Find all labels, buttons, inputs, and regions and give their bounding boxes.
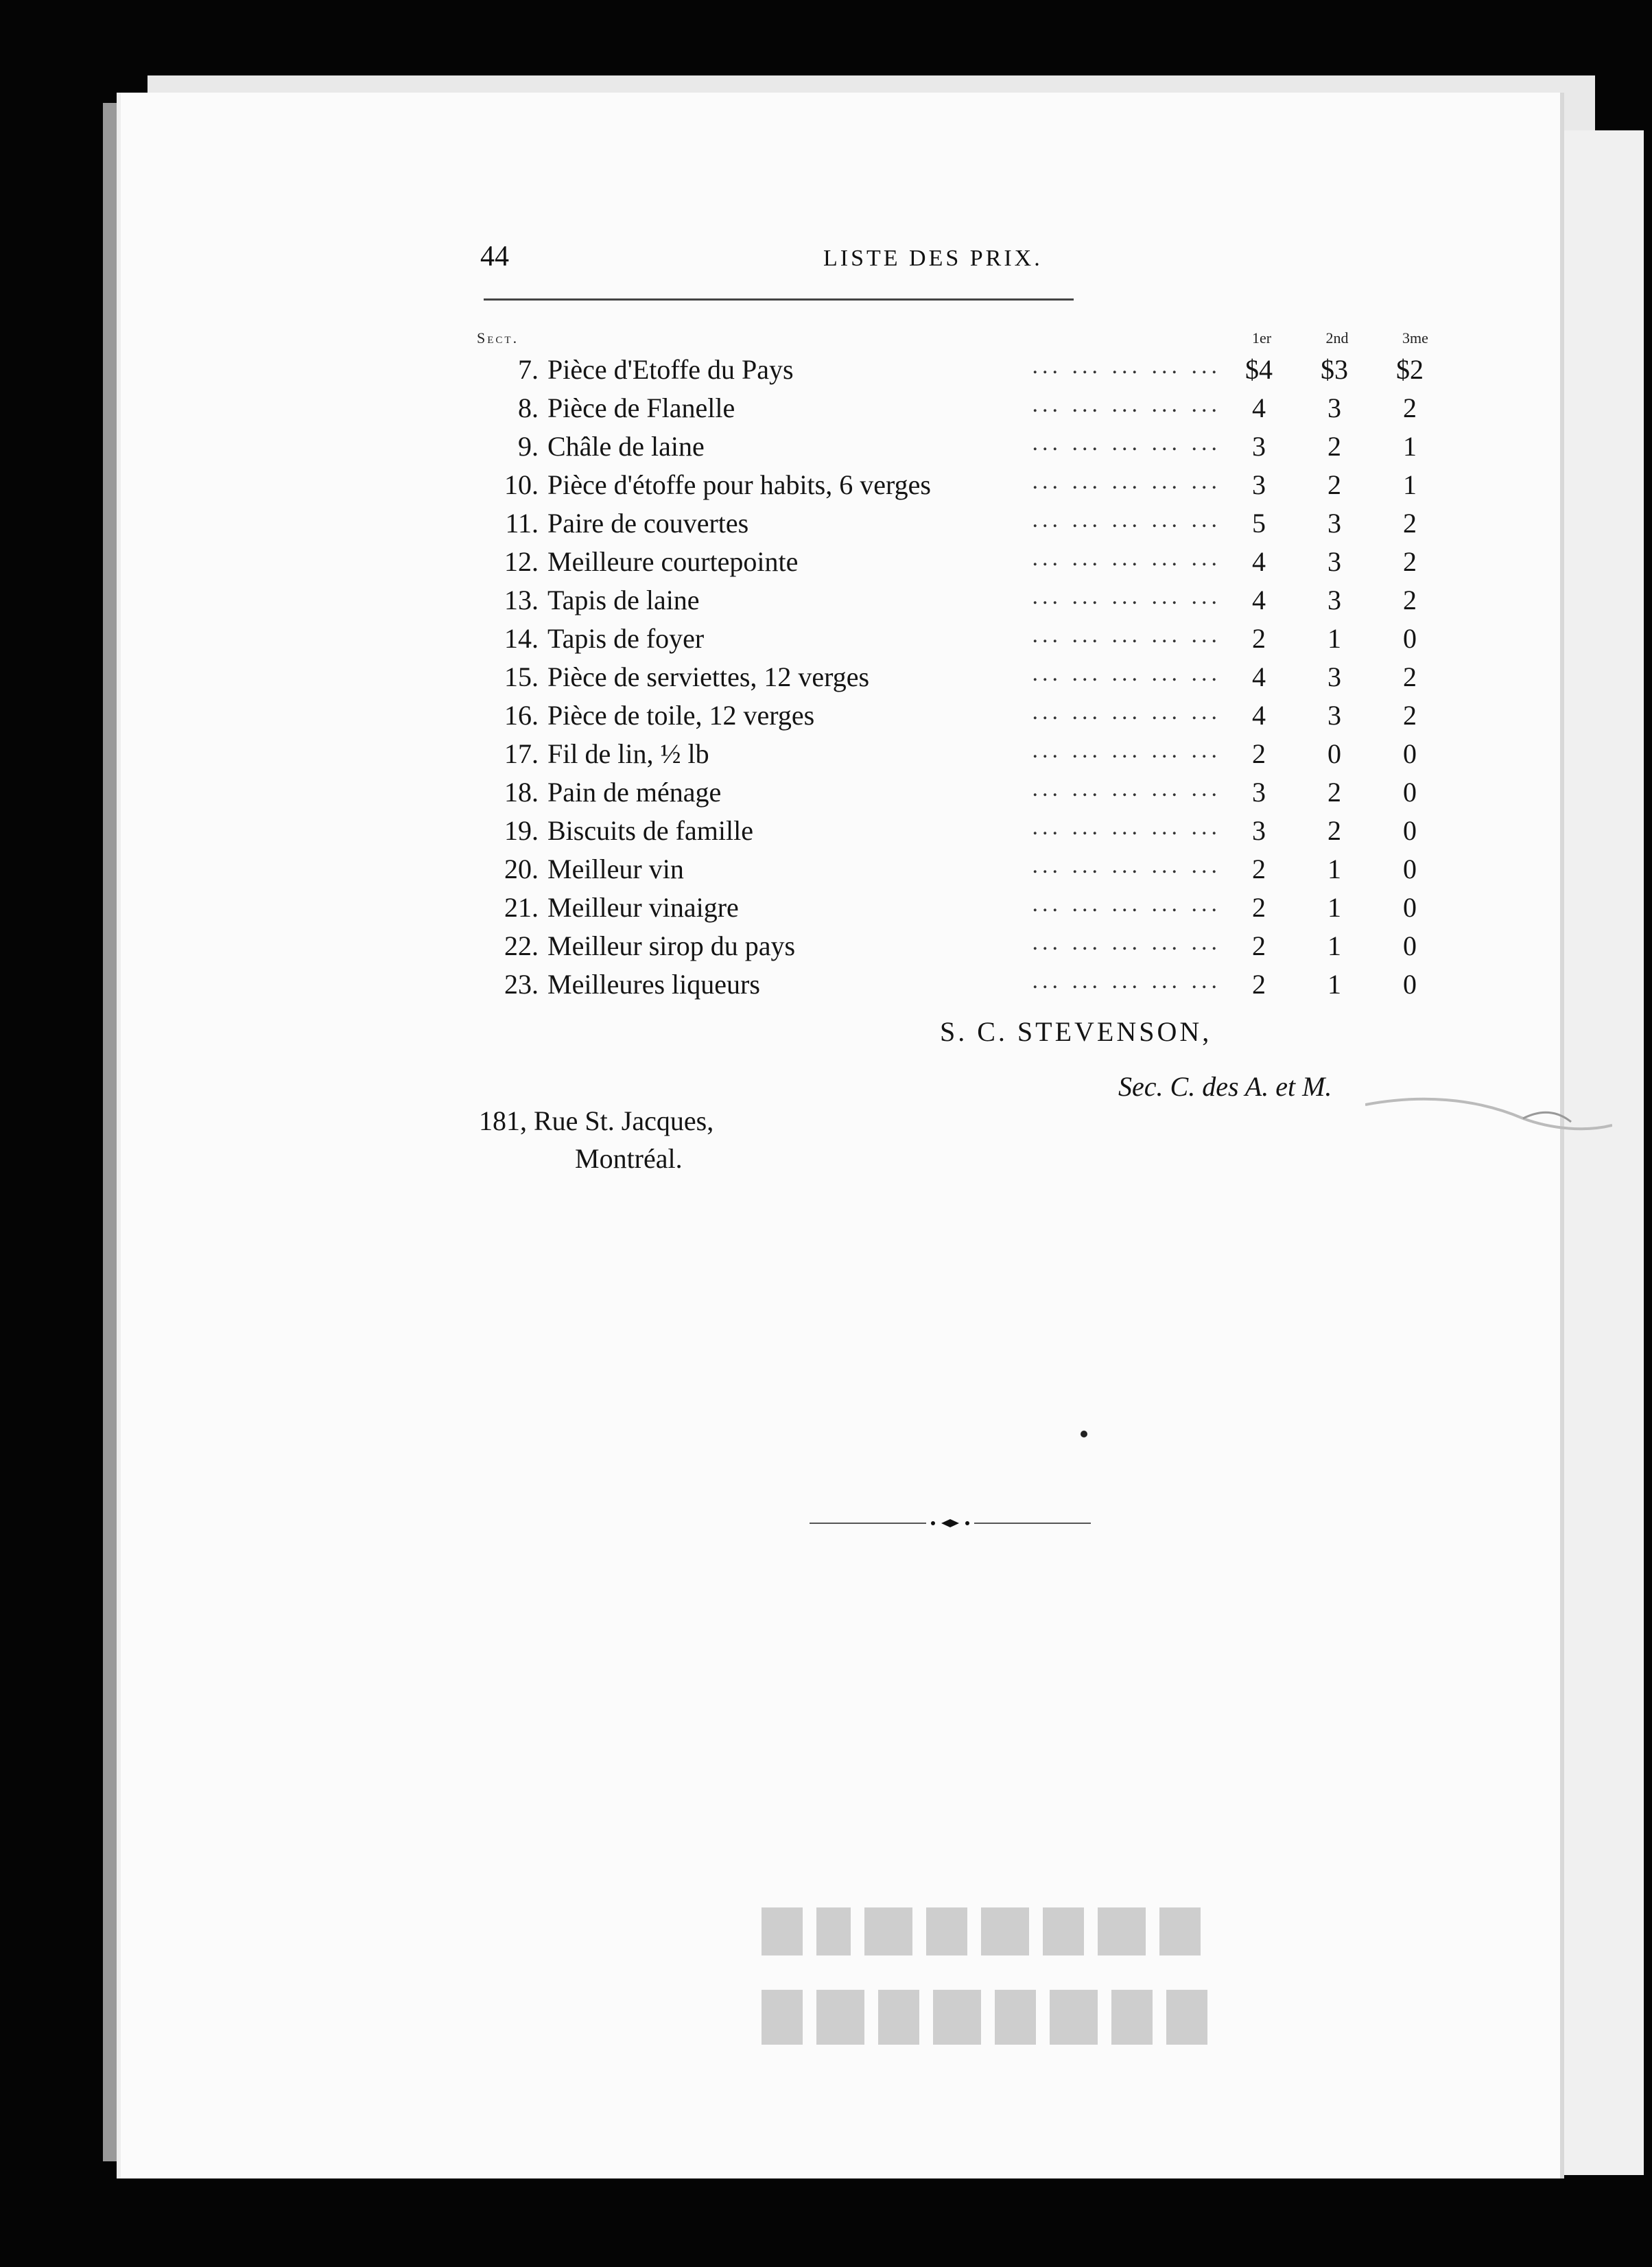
second-prize: 2 xyxy=(1328,777,1341,808)
prize-row xyxy=(473,968,1448,1007)
leader-dots: ... ... ... ... ... xyxy=(1032,353,1221,379)
leader-dots: ... ... ... ... ... xyxy=(1032,622,1221,648)
first-prize: 3 xyxy=(1252,431,1266,462)
third-prize: 0 xyxy=(1403,854,1417,884)
running-title: LISTE DES PRIX. xyxy=(823,246,1043,271)
second-prize-header: 2nd xyxy=(1325,329,1349,346)
first-prize: 2 xyxy=(1252,930,1266,961)
first-prize: 4 xyxy=(1252,392,1266,423)
item-name: Pièce de serviettes, 12 verges xyxy=(547,661,870,692)
second-prize: 3 xyxy=(1328,585,1341,615)
third-prize: 0 xyxy=(1403,623,1417,654)
leader-dots: ... ... ... ... ... xyxy=(1032,430,1221,456)
second-prize: 0 xyxy=(1328,738,1341,769)
section-header: Sect. xyxy=(477,329,519,346)
section-number: 20. xyxy=(504,854,539,884)
address-line-2: Montréal. xyxy=(575,1143,683,1174)
section-number: 9. xyxy=(518,431,539,462)
section-number: 13. xyxy=(504,585,539,615)
first-prize: 2 xyxy=(1252,892,1266,923)
item-name: Meilleure courtepointe xyxy=(547,546,799,577)
leader-dots: ... ... ... ... ... xyxy=(1032,661,1221,686)
section-number: 19. xyxy=(504,815,539,846)
third-prize: 0 xyxy=(1403,892,1417,923)
first-prize: 4 xyxy=(1252,585,1266,615)
signer-title: Sec. C. des A. et M. xyxy=(1118,1071,1332,1102)
second-prize: 1 xyxy=(1328,969,1341,1000)
leader-dots: ... ... ... ... ... xyxy=(1032,392,1221,417)
item-name: Pièce d'étoffe pour habits, 6 verges xyxy=(547,469,931,500)
header-rule xyxy=(484,298,1074,301)
section-number: 10. xyxy=(504,469,539,500)
leader-dots: ... ... ... ... ... xyxy=(1032,584,1221,609)
section-number: 23. xyxy=(504,969,539,1000)
section-number: 11. xyxy=(505,508,539,539)
section-number: 8. xyxy=(518,392,539,423)
first-prize: 4 xyxy=(1252,661,1266,692)
third-prize: $2 xyxy=(1396,354,1424,385)
second-prize: 1 xyxy=(1328,892,1341,923)
section-number: 17. xyxy=(504,738,539,769)
second-prize: 3 xyxy=(1328,661,1341,692)
third-prize: 1 xyxy=(1403,431,1417,462)
prize-row xyxy=(473,507,1448,545)
second-prize: 3 xyxy=(1328,392,1341,423)
third-prize: 2 xyxy=(1403,700,1417,731)
prize-row xyxy=(473,661,1448,699)
first-prize: 3 xyxy=(1252,815,1266,846)
item-name: Meilleur vinaigre xyxy=(547,892,739,923)
second-prize: 2 xyxy=(1328,469,1341,500)
section-number: 21. xyxy=(504,892,539,923)
section-number: 18. xyxy=(504,777,539,808)
item-name: Tapis de foyer xyxy=(547,623,705,654)
second-prize: 1 xyxy=(1328,623,1341,654)
column-headers xyxy=(477,329,1437,357)
prize-list xyxy=(473,353,1448,1007)
second-prize: 3 xyxy=(1328,700,1341,731)
item-name: Châle de laine xyxy=(547,431,705,462)
second-prize: 3 xyxy=(1328,546,1341,577)
leader-dots: ... ... ... ... ... xyxy=(1032,776,1221,801)
first-prize: 2 xyxy=(1252,969,1266,1000)
first-prize-header: 1er xyxy=(1251,329,1272,346)
first-prize: 3 xyxy=(1252,469,1266,500)
bleed-through-marks xyxy=(755,1894,1235,2072)
item-name: Meilleur sirop du pays xyxy=(547,930,796,961)
section-number: 15. xyxy=(504,661,539,692)
second-prize: 3 xyxy=(1328,508,1341,539)
prize-row xyxy=(473,930,1448,968)
address-line-1: 181, Rue St. Jacques, xyxy=(479,1105,714,1136)
second-prize: $3 xyxy=(1321,354,1348,385)
leader-dots: ... ... ... ... ... xyxy=(1032,507,1221,532)
section-number: 22. xyxy=(504,930,539,961)
item-name: Meilleures liqueurs xyxy=(547,969,760,1000)
leader-dots: ... ... ... ... ... xyxy=(1032,814,1221,840)
prize-row xyxy=(473,738,1448,776)
third-prize: 2 xyxy=(1403,392,1417,423)
prize-row xyxy=(473,392,1448,430)
prize-row xyxy=(473,776,1448,814)
prize-row xyxy=(473,353,1448,392)
leader-dots: ... ... ... ... ... xyxy=(1032,930,1221,955)
prize-row xyxy=(473,430,1448,469)
item-name: Biscuits de famille xyxy=(547,815,753,846)
prize-row xyxy=(473,545,1448,584)
third-prize: 2 xyxy=(1403,508,1417,539)
item-name: Pain de ménage xyxy=(547,777,722,808)
signer-name: S. C. STEVENSON, xyxy=(940,1016,1212,1047)
item-name: Pièce d'Etoffe du Pays xyxy=(547,354,794,385)
section-number: 7. xyxy=(518,354,539,385)
prize-row xyxy=(473,622,1448,661)
item-name: Pièce de toile, 12 verges xyxy=(547,700,815,731)
first-prize: 2 xyxy=(1252,854,1266,884)
first-prize: 3 xyxy=(1252,777,1266,808)
ornament-divider xyxy=(810,1513,1091,1534)
section-number: 16. xyxy=(504,700,539,731)
item-name: Pièce de Flanelle xyxy=(547,392,735,423)
prize-row xyxy=(473,853,1448,891)
third-prize: 0 xyxy=(1403,930,1417,961)
third-prize: 0 xyxy=(1403,738,1417,769)
second-prize: 2 xyxy=(1328,815,1341,846)
item-name: Paire de couvertes xyxy=(547,508,749,539)
first-prize: 4 xyxy=(1252,700,1266,731)
prize-row xyxy=(473,891,1448,930)
first-prize: 5 xyxy=(1252,508,1266,539)
leader-dots: ... ... ... ... ... xyxy=(1032,891,1221,917)
prize-row xyxy=(473,584,1448,622)
first-prize: 2 xyxy=(1252,738,1266,769)
leader-dots: ... ... ... ... ... xyxy=(1032,469,1221,494)
third-prize: 2 xyxy=(1403,661,1417,692)
item-name: Fil de lin, ½ lb xyxy=(547,738,709,769)
first-prize: 4 xyxy=(1252,546,1266,577)
second-prize: 1 xyxy=(1328,854,1341,884)
section-number: 14. xyxy=(504,623,539,654)
leader-dots: ... ... ... ... ... xyxy=(1032,545,1221,571)
prize-row xyxy=(473,699,1448,738)
section-number: 12. xyxy=(504,546,539,577)
prize-row xyxy=(473,814,1448,853)
third-prize: 2 xyxy=(1403,546,1417,577)
item-name: Meilleur vin xyxy=(547,854,684,884)
prize-row xyxy=(473,469,1448,507)
page-number: 44 xyxy=(480,241,509,272)
third-prize: 1 xyxy=(1403,469,1417,500)
third-prize: 0 xyxy=(1403,969,1417,1000)
item-name: Tapis de laine xyxy=(547,585,700,615)
first-prize: 2 xyxy=(1252,623,1266,654)
page-header xyxy=(480,240,1372,281)
third-prize: 0 xyxy=(1403,777,1417,808)
binding-twine xyxy=(1365,1091,1612,1160)
third-prize-header: 3me xyxy=(1402,329,1428,346)
leader-dots: ... ... ... ... ... xyxy=(1032,968,1221,994)
second-prize: 1 xyxy=(1328,930,1341,961)
third-prize: 2 xyxy=(1403,585,1417,615)
first-prize: $4 xyxy=(1245,354,1273,385)
leader-dots: ... ... ... ... ... xyxy=(1032,699,1221,725)
leader-dots: ... ... ... ... ... xyxy=(1032,853,1221,878)
leader-dots: ... ... ... ... ... xyxy=(1032,738,1221,763)
third-prize: 0 xyxy=(1403,815,1417,846)
stray-dot xyxy=(1081,1431,1087,1437)
second-prize: 2 xyxy=(1328,431,1341,462)
